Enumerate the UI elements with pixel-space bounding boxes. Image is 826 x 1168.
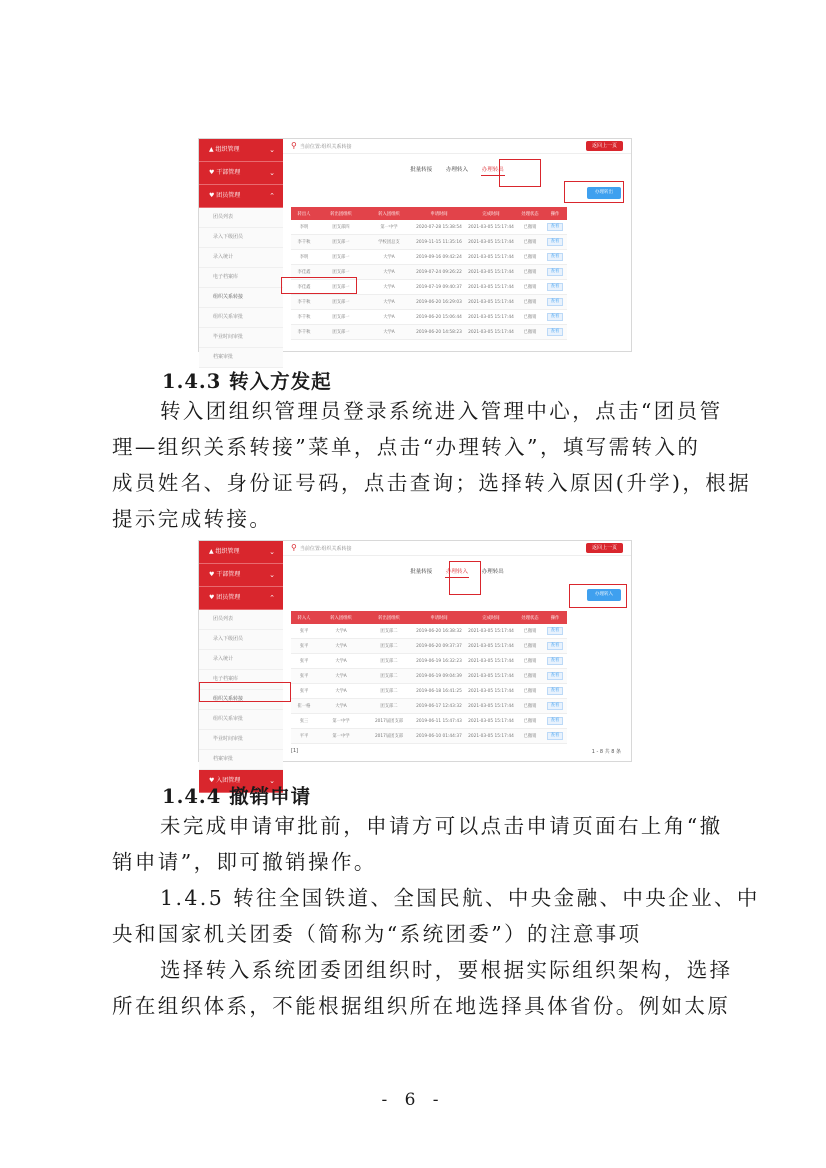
column-header: 处理状态 (517, 207, 543, 220)
sidebar-item[interactable]: 电子档案库 (199, 268, 283, 288)
paragraph-line: 转入团组织管理员登录系统进入管理中心，点击“团员管 (160, 399, 723, 423)
column-header: 转入团组织 (317, 611, 365, 624)
table-cell: 李千秋 (291, 295, 317, 310)
table-cell: 已撤销 (517, 669, 543, 684)
sidebar-item[interactable]: 团员列表 (199, 610, 283, 630)
table-cell: 2021-03-05 15:17:44 (465, 280, 517, 295)
table-cell: 2021-03-05 15:17:44 (465, 250, 517, 265)
data-table (291, 611, 567, 744)
table-cell: 已撤销 (517, 639, 543, 654)
view-button[interactable]: 查看 (547, 672, 564, 680)
table-cell (543, 250, 567, 265)
paragraph-line: 所在组织体系，不能根据组织所在地选择具体省份。例如太原 (112, 994, 731, 1018)
table-cell: 团支部一 (317, 235, 365, 250)
table-cell: 2019-07-19 09:40:37 (413, 280, 465, 295)
column-header: 申请时间 (413, 207, 465, 220)
table-cell: 2019-09-16 09:42:24 (413, 250, 465, 265)
table-cell: 2021-03-05 15:17:44 (465, 729, 517, 744)
chevron-down-icon: ⌄ (269, 146, 275, 154)
table-cell: 2019-06-20 16:38:32 (413, 624, 465, 639)
table-cell: 大学A (317, 654, 365, 669)
sidebar-item[interactable]: 组织关系审批 (199, 308, 283, 328)
table-cell: 2019-06-11 15:47:43 (413, 714, 465, 729)
menu-label: 团员管理 (216, 192, 241, 199)
chevron-down-icon: ⌄ (269, 169, 275, 177)
view-button[interactable]: 查看 (547, 657, 564, 665)
table-cell: 大学A (365, 325, 413, 340)
table-row (291, 699, 567, 714)
table-cell: 团支部二 (365, 699, 413, 714)
table-cell: 张平 (291, 654, 317, 669)
table-cell (543, 310, 567, 325)
table-cell (543, 265, 567, 280)
menu-member-mgmt[interactable]: ♥ 团员管理 ⌃ (199, 587, 283, 610)
table-cell: 已撤销 (517, 684, 543, 699)
column-header: 操作 (543, 207, 567, 220)
table-cell: 已撤销 (517, 220, 543, 235)
menu-label: 干部管理 (216, 169, 241, 176)
column-header: 操作 (543, 611, 567, 624)
table-cell (543, 624, 567, 639)
sidebar-item-transfer[interactable]: 组织关系转接 (199, 288, 283, 308)
sidebar (199, 541, 283, 785)
paragraph-line: 成员姓名、身份证号码，点击查询；选择转入原因(升学)，根据 (112, 471, 752, 495)
table-cell: 李明 (291, 220, 317, 235)
menu-label: 入团管理 (216, 777, 241, 784)
paragraph-line: 提示完成转接。 (112, 507, 273, 531)
paragraph-line: 选择转入系统团委团组织时，要根据实际组织架构，选择 (160, 958, 733, 982)
highlight-box (499, 159, 541, 187)
sidebar-item-transfer[interactable]: 组织关系转接 (199, 690, 283, 710)
table-cell: 团支部一 (317, 265, 365, 280)
table-cell: 团支部一 (317, 250, 365, 265)
table-cell: 2019-07-24 09:26:22 (413, 265, 465, 280)
table-cell: 李佳鑫 (291, 280, 317, 295)
menu-member-mgmt[interactable]: ♥ 团员管理 ⌃ (199, 185, 283, 208)
column-header: 处理状态 (517, 611, 543, 624)
table-cell: 2021-03-05 15:17:44 (465, 714, 517, 729)
screenshot-transfer-in (198, 540, 632, 785)
breadcrumb (283, 139, 631, 154)
tab-transfer-in[interactable]: 办理转入 (445, 565, 469, 578)
table-cell: 2019-06-20 09:37:37 (413, 639, 465, 654)
breadcrumb-text: 当前位置:组织关系转接 (299, 546, 352, 552)
table-cell: 2021-03-05 15:17:44 (465, 624, 517, 639)
view-button[interactable]: 查看 (547, 687, 564, 695)
table-cell: 2019-06-10 01:44:37 (413, 729, 465, 744)
table-cell: 2020-07-28 15:38:54 (413, 220, 465, 235)
paragraph-line: 未完成申请审批前，申请方可以点击申请页面右上角“撤 (160, 814, 723, 838)
chevron-down-icon: ⌄ (269, 571, 275, 579)
data-table (291, 207, 567, 340)
highlight-box (199, 682, 291, 702)
highlight-box (449, 561, 481, 595)
table-cell: 已撤销 (517, 280, 543, 295)
menu-org-mgmt[interactable]: ▲ 组织管理 ⌄ (199, 139, 283, 162)
view-button[interactable]: 查看 (547, 642, 564, 650)
table-cell: 2017届团支部 (365, 714, 413, 729)
table-cell: 平平 (291, 729, 317, 744)
menu-label: 团员管理 (216, 594, 241, 601)
table-cell: 大学A (365, 265, 413, 280)
chevron-up-icon: ⌃ (269, 192, 275, 200)
table-cell: 2019-06-19 16:32:23 (413, 654, 465, 669)
view-button[interactable]: 查看 (547, 717, 564, 725)
menu-label: 组织管理 (215, 146, 240, 153)
sidebar-item[interactable]: 毕业时间审批 (199, 328, 283, 348)
table-cell: 已撤销 (517, 654, 543, 669)
table-cell: 2021-03-05 15:17:44 (465, 325, 517, 340)
table-cell: 大学A (317, 624, 365, 639)
view-button[interactable]: 查看 (547, 223, 564, 231)
column-header: 转出人 (291, 207, 317, 220)
menu-cadre-mgmt[interactable]: ♥ 干部管理 ⌄ (199, 162, 283, 185)
paragraph-line: 理—组织关系转接”菜单，点击“办理转入”，填写需转入的 (112, 435, 701, 459)
table-cell: 已撤销 (517, 310, 543, 325)
sidebar-item[interactable]: 录入统计 (199, 248, 283, 268)
table-row (291, 220, 567, 235)
view-button[interactable]: 查看 (547, 328, 564, 336)
table-cell: 2017届团支部 (365, 729, 413, 744)
table-cell: 已撤销 (517, 714, 543, 729)
view-button[interactable]: 查看 (547, 268, 564, 276)
table-cell: 2021-03-05 15:17:44 (465, 669, 517, 684)
table-cell: 大学A (317, 684, 365, 699)
table-row (291, 295, 567, 310)
table-cell: 李千秋 (291, 235, 317, 250)
table-row (291, 654, 567, 669)
table-cell: 已撤销 (517, 235, 543, 250)
sidebar-item[interactable]: 组织关系审批 (199, 710, 283, 730)
paragraph-line: 销申请”，即可撤销操作。 (112, 850, 377, 874)
table-cell: 大学A (365, 250, 413, 265)
table-cell: 张平 (291, 624, 317, 639)
table-cell: 2021-03-05 15:17:44 (465, 654, 517, 669)
table-row (291, 639, 567, 654)
table-cell (543, 325, 567, 340)
table-cell: 团支部二 (365, 654, 413, 669)
table-cell: 2021-03-05 15:17:44 (465, 220, 517, 235)
view-button[interactable]: 查看 (547, 732, 564, 740)
view-button[interactable]: 查看 (547, 253, 564, 261)
table-cell: 2019-06-20 16:29:03 (413, 295, 465, 310)
tab-transfer-out[interactable]: 办理转出 (481, 569, 504, 575)
table-cell: 2021-03-05 15:17:44 (465, 310, 517, 325)
table-cell: 李明 (291, 250, 317, 265)
table-cell: 团支部二 (365, 684, 413, 699)
record-count: 1 - 8 共 8 条 (591, 749, 621, 755)
table-cell: 已撤销 (517, 265, 543, 280)
menu-cadre-mgmt[interactable]: ♥ 干部管理 ⌄ (199, 564, 283, 587)
table-row (291, 310, 567, 325)
table-cell: 2021-03-05 15:17:44 (465, 295, 517, 310)
table-cell: 已撤销 (517, 624, 543, 639)
table-cell: 已撤销 (517, 250, 543, 265)
highlight-box (281, 277, 357, 294)
tab-batch[interactable]: 批量转接 (410, 167, 433, 173)
transfer-out-button[interactable]: 办理转出 (587, 187, 621, 199)
view-button[interactable]: 查看 (547, 702, 564, 710)
highlight-box (564, 181, 624, 203)
table-cell (543, 639, 567, 654)
table-cell: 李佳鑫 (291, 265, 317, 280)
table-cell: 第一中学 (317, 714, 365, 729)
sidebar-item[interactable]: 电子档案库 (199, 670, 283, 690)
breadcrumb-text: 当前位置:组织关系转接 (299, 144, 352, 150)
table-row (291, 325, 567, 340)
column-header: 转入人 (291, 611, 317, 624)
table-cell: 2021-03-05 15:17:44 (465, 235, 517, 250)
tab-batch[interactable]: 批量转接 (410, 569, 433, 575)
table-cell: 大学A (365, 280, 413, 295)
table-cell (543, 654, 567, 669)
table-cell: 大学A (317, 639, 365, 654)
table-cell (543, 684, 567, 699)
sidebar-item[interactable]: 录入下级团员 (199, 630, 283, 650)
table-cell (543, 699, 567, 714)
table-row (291, 729, 567, 744)
table-cell (543, 669, 567, 684)
table-cell (543, 295, 567, 310)
table-cell: 已撤销 (517, 325, 543, 340)
menu-label: 组织管理 (215, 548, 240, 555)
sidebar-item[interactable]: 毕业时间审批 (199, 730, 283, 750)
table-row (291, 250, 567, 265)
table-cell: 2019-06-17 12:43:32 (413, 699, 465, 714)
paragraph-line: 央和国家机关团委（简称为“系统团委”）的注意事项 (112, 922, 642, 946)
table-cell: 团支部四 (317, 220, 365, 235)
breadcrumb (283, 541, 631, 556)
table-cell: 团支部一 (317, 310, 365, 325)
table-cell: 李千秋 (291, 310, 317, 325)
heading-1-4-5: 1.4.5 转往全国铁道、全国民航、中央金融、中央企业、中 (160, 886, 760, 910)
table-row (291, 235, 567, 250)
back-button[interactable]: 返回上一页 (586, 543, 623, 553)
table-cell: 张三 (291, 714, 317, 729)
table-cell: 2019-06-19 09:04:39 (413, 669, 465, 684)
view-button[interactable]: 查看 (547, 313, 564, 321)
tab-bar (283, 163, 631, 176)
view-button[interactable]: 查看 (547, 238, 564, 246)
table-cell: 团支部一 (317, 280, 365, 295)
heading-1-4-4: 1.4.4 撤销申请 (162, 785, 312, 808)
menu-join-mgmt[interactable]: ♥ 入团管理 ⌄ (199, 770, 283, 793)
table-cell: 2019-11-15 11:35:16 (413, 235, 465, 250)
menu-label: 干部管理 (216, 571, 241, 578)
table-cell (543, 714, 567, 729)
table-cell: 李千秋 (291, 325, 317, 340)
table-cell: 第一中学 (317, 729, 365, 744)
page-number: - 6 - (381, 1090, 445, 1110)
table-cell: 团支部二 (365, 624, 413, 639)
table-cell: 大学A (365, 295, 413, 310)
column-header: 转入团组织 (365, 207, 413, 220)
table-cell (543, 220, 567, 235)
chevron-up-icon: ⌃ (269, 594, 275, 602)
table-cell: 第一中学 (365, 220, 413, 235)
table-cell: 大学A (317, 699, 365, 714)
table-cell: 2021-03-05 15:17:44 (465, 639, 517, 654)
table-row (291, 714, 567, 729)
table-cell (543, 729, 567, 744)
screenshot-transfer-out (198, 138, 632, 360)
column-header: 转出团组织 (365, 611, 413, 624)
table-cell: 2019-06-20 14:58:23 (413, 325, 465, 340)
tab-transfer-in[interactable]: 办理转入 (445, 167, 468, 173)
table-row (291, 684, 567, 699)
table-cell: 大学A (365, 310, 413, 325)
sidebar-item[interactable]: 档案审批 (199, 348, 283, 368)
heading-1-4-3: 1.4.3 转入方发起 (162, 370, 332, 393)
table-cell: 团支部二 (365, 669, 413, 684)
pagination[interactable]: [1] (291, 748, 299, 754)
transfer-in-button[interactable]: 办理转入 (587, 589, 621, 601)
sidebar-item[interactable]: 团员列表 (199, 208, 283, 228)
view-button[interactable]: 查看 (547, 627, 564, 635)
table-cell: 已撤销 (517, 729, 543, 744)
location-pin-icon: ⚲ (291, 543, 297, 552)
table-cell: 团支部一 (317, 295, 365, 310)
table-cell: 已撤销 (517, 699, 543, 714)
table-cell (543, 280, 567, 295)
column-header: 完成时间 (465, 611, 517, 624)
sidebar-item[interactable]: 录入统计 (199, 650, 283, 670)
chevron-down-icon: ⌄ (269, 777, 275, 785)
table-cell: 已撤销 (517, 295, 543, 310)
table-cell: 张平 (291, 669, 317, 684)
column-header: 转出团组织 (317, 207, 365, 220)
table-cell: 张平 (291, 684, 317, 699)
chevron-down-icon: ⌄ (269, 548, 275, 556)
back-button[interactable]: 返回上一页 (586, 141, 623, 151)
column-header: 完成时间 (465, 207, 517, 220)
table-cell: 张平 (291, 639, 317, 654)
sidebar-item[interactable]: 录入下级团员 (199, 228, 283, 248)
highlight-box (569, 584, 627, 608)
table-cell: 2021-03-05 15:17:44 (465, 699, 517, 714)
menu-org-mgmt[interactable]: ▲ 组织管理 ⌄ (199, 541, 283, 564)
table-row (291, 624, 567, 639)
table-cell: 2019-06-18 16:41:25 (413, 684, 465, 699)
table-row (291, 669, 567, 684)
location-pin-icon: ⚲ (291, 141, 297, 150)
table-cell: 大学A (317, 669, 365, 684)
sidebar-item[interactable]: 档案审批 (199, 750, 283, 770)
table-cell: 2021-03-05 15:17:44 (465, 684, 517, 699)
table-cell: 2021-03-05 15:17:44 (465, 265, 517, 280)
sidebar (199, 139, 283, 360)
table-cell: 团支部一 (317, 325, 365, 340)
view-button[interactable]: 查看 (547, 283, 564, 291)
tab-transfer-out[interactable]: 办理转出 (481, 163, 505, 176)
view-button[interactable]: 查看 (547, 298, 564, 306)
table-cell: 学校团总支 (365, 235, 413, 250)
main-panel (283, 139, 631, 351)
table-cell: 团支部二 (365, 639, 413, 654)
column-header: 申请时间 (413, 611, 465, 624)
table-cell: 崔一格 (291, 699, 317, 714)
table-cell (543, 235, 567, 250)
table-cell: 2019-06-20 15:06:44 (413, 310, 465, 325)
